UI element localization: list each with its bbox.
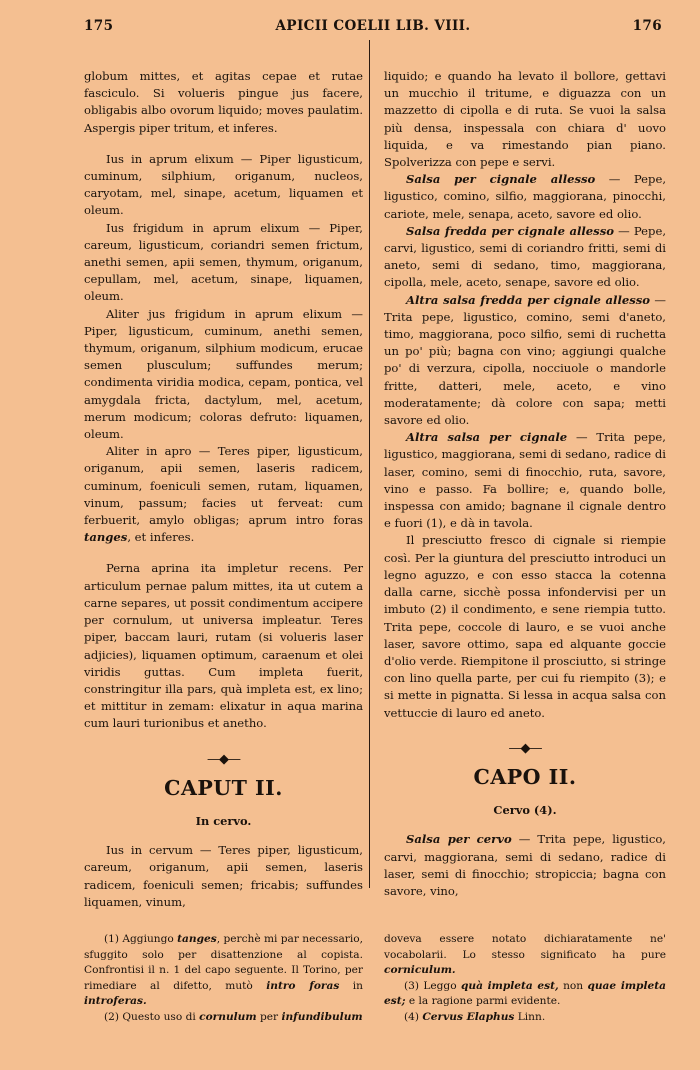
footnote: (1) Aggiungo tanges, perchè mi par necessario, sfuggito solo per disattenzione al copista. Confrontisi il n. 1 del capo seguente. Il Torino, per rimediare al difetto, mutò intro foras in introferas. bbox=[84, 933, 363, 1007]
ornament: —◆— bbox=[207, 751, 240, 767]
latin-paragraph: globum mittes, et agitas cepae et rutae fasciculo. Si volueris pingue jus facere, obligabis albo ovorum liquido; moves paulatim. Aspergis piper tritum, et inferes. bbox=[84, 69, 363, 135]
footnote: (3) Leggo quà impleta est, non quae impleta est; e la ragione parmi evidente. bbox=[384, 979, 666, 1007]
footnote: (4) Cervus Elaphus Linn. bbox=[404, 1010, 546, 1023]
latin-paragraph: Perna aprina ita impletur recens. Per articulum pernae palum mittes, ita ut cutem a carne separes, ut possit condimentum accipere per cornulum, ut universa impleatur. Teres piper, baccam lauri, rutam (si volueris laser adjicies), liquamen optimum, caraenum et olei viridis guttas. Cum impleta fuerit, constringitur illa pars, quà impleta est, ex lino; et mittitur in zemam: elixatur in aqua marina cum lauri turionibus et anetho. bbox=[84, 561, 363, 731]
latin-paragraph: Ius in aprum elixum — Piper ligusticum, cuminum, silphium, origanum, nucleos, caryotam, mel, sinape, acetum, liquamen et oleum. bbox=[84, 151, 363, 218]
running-title: APICII COELII LIB. VIII. bbox=[275, 18, 471, 34]
italian-paragraph: liquido; e quando ha levato il bollore, gettavi un mucchio il tritume, e diguazza con un mazzetto di cipolla e di ruta. Se vuoi la salsa più densa, inspessala con chiara d' uovo liquida, e va rimestando pian piano. Spolverizza con pepe e servi. bbox=[384, 69, 666, 170]
left-page-number: 175 bbox=[84, 18, 114, 34]
italian-column bbox=[384, 68, 666, 900]
latin-column bbox=[84, 68, 363, 911]
latin-paragraph: Aliter jus frigidum in aprum elixum — Piper, ligusticum, cuminum, anethi semen, thymum, origanum, silphium modicum, erucae semen plusculum; suffundes merum; condimenta viridia modica, cepam, pontica, vel amygdala fricta, dactylum, mel, acetum, merum modicum; coloras defruto: liquamen, oleum. bbox=[84, 306, 363, 442]
chapter-heading: CAPO II. bbox=[473, 764, 577, 789]
column-divider bbox=[369, 40, 370, 888]
footnotes-right bbox=[384, 932, 666, 1025]
latin-paragraph: Aliter in apro — Teres piper, ligusticum, origanum, apii semen, laseris radicem, cuminum, foeniculi semen, rutam, liquamen, vinum, passum; facies ut ferveat: cum ferbuerit, amylo obligas; aprum intro foras tanges, et inferes. bbox=[84, 444, 363, 545]
ornament: —◆— bbox=[508, 740, 542, 756]
italian-paragraph: Salsa fredda per cignale allesso — Pepe, carvi, ligustico, semi di coriandro fritti, semi di aneto, semi di sedano, timo, maggiorana, cipolla, mele, aceto, senape, savore ed olio. bbox=[384, 223, 667, 290]
chapter-subtitle: In cervo. bbox=[195, 813, 252, 828]
chapter-subtitle: Cervo (4). bbox=[493, 803, 557, 818]
italian-paragraph: Il presciutto fresco di cignale si riempie così. Per la giuntura del presciutto introduci un legno aguzzo, e con esso stacca la cotenna dalla carne, sicchè possa infondervisi per un imbuto (2) il condimento, e sene riempia tutto. Trita pepe, coccole di lauro, e se vuoi anche laser, savore ottimo, sapa ed alquante goccie d'olio verde. Riempitone il prosciutto, si stringe con lino quella parte, per cui fu riempito (3); e si mette in pignatta. Si lessa in acqua salsa con vettuccie di lauro ed aneto. bbox=[384, 533, 666, 720]
italian-paragraph: Altra salsa per cignale — Trita pepe, ligustico, maggiorana, semi di sedano, radice di laser, comino, semi di finocchio, ruta, savore, vino e passo. Fa bollire; e, quando bolle, inspessa con amido; bagnane il cignale dentro e fuori (1), e dà in tavola. bbox=[384, 430, 666, 531]
chapter-heading: CAPUT II. bbox=[164, 775, 283, 800]
running-header bbox=[84, 18, 662, 48]
footnotes-left bbox=[84, 932, 363, 1025]
latin-paragraph: Ius in cervum — Teres piper, ligusticum, careum, origanum, apii semen, laseris radicem, foeniculi semen; fricabis; suffundes liquamen, vinum, bbox=[84, 843, 363, 909]
footnote: (2) Questo uso di cornulum per infundibulum bbox=[104, 1010, 363, 1023]
italian-paragraph: Salsa per cervo — Trita pepe, ligustico, carvi, maggiorana, semi di sedano, radice di laser, semi di finocchio; stropiccia; bagna con savore, vino, bbox=[384, 832, 666, 898]
right-page-number: 176 bbox=[632, 18, 662, 34]
italian-paragraph: Salsa per cignale allesso — Pepe, ligustico, comino, silfio, maggiorana, pinocchi, cariote, mele, senapa, aceto, savore ed olio. bbox=[384, 172, 666, 221]
footnote-continued: doveva essere notato dichiaratamente ne' vocabolarii. Lo stesso significato ha pure corniculum. bbox=[384, 933, 666, 976]
italian-paragraph: Altra salsa fredda per cignale allesso — Trita pepe, ligustico, comino, semi d'aneto, timo, maggiorana, poco silfio, semi di ruchetta un po' più; bagna con vino; aggiungi qualche po' di verzura, cipolla, nocciuole o mandorle fritte, datteri, mele, aceto, e vino moderatamente; dà colore con sapa; metti savore ed olio. bbox=[384, 292, 666, 428]
latin-paragraph: Ius frigidum in aprum elixum — Piper, careum, ligusticum, coriandri semen frictum, anethi semen, apii semen, thymum, origanum, cepullam, mel, acetum, sinape, liquamen, oleum. bbox=[84, 220, 363, 304]
